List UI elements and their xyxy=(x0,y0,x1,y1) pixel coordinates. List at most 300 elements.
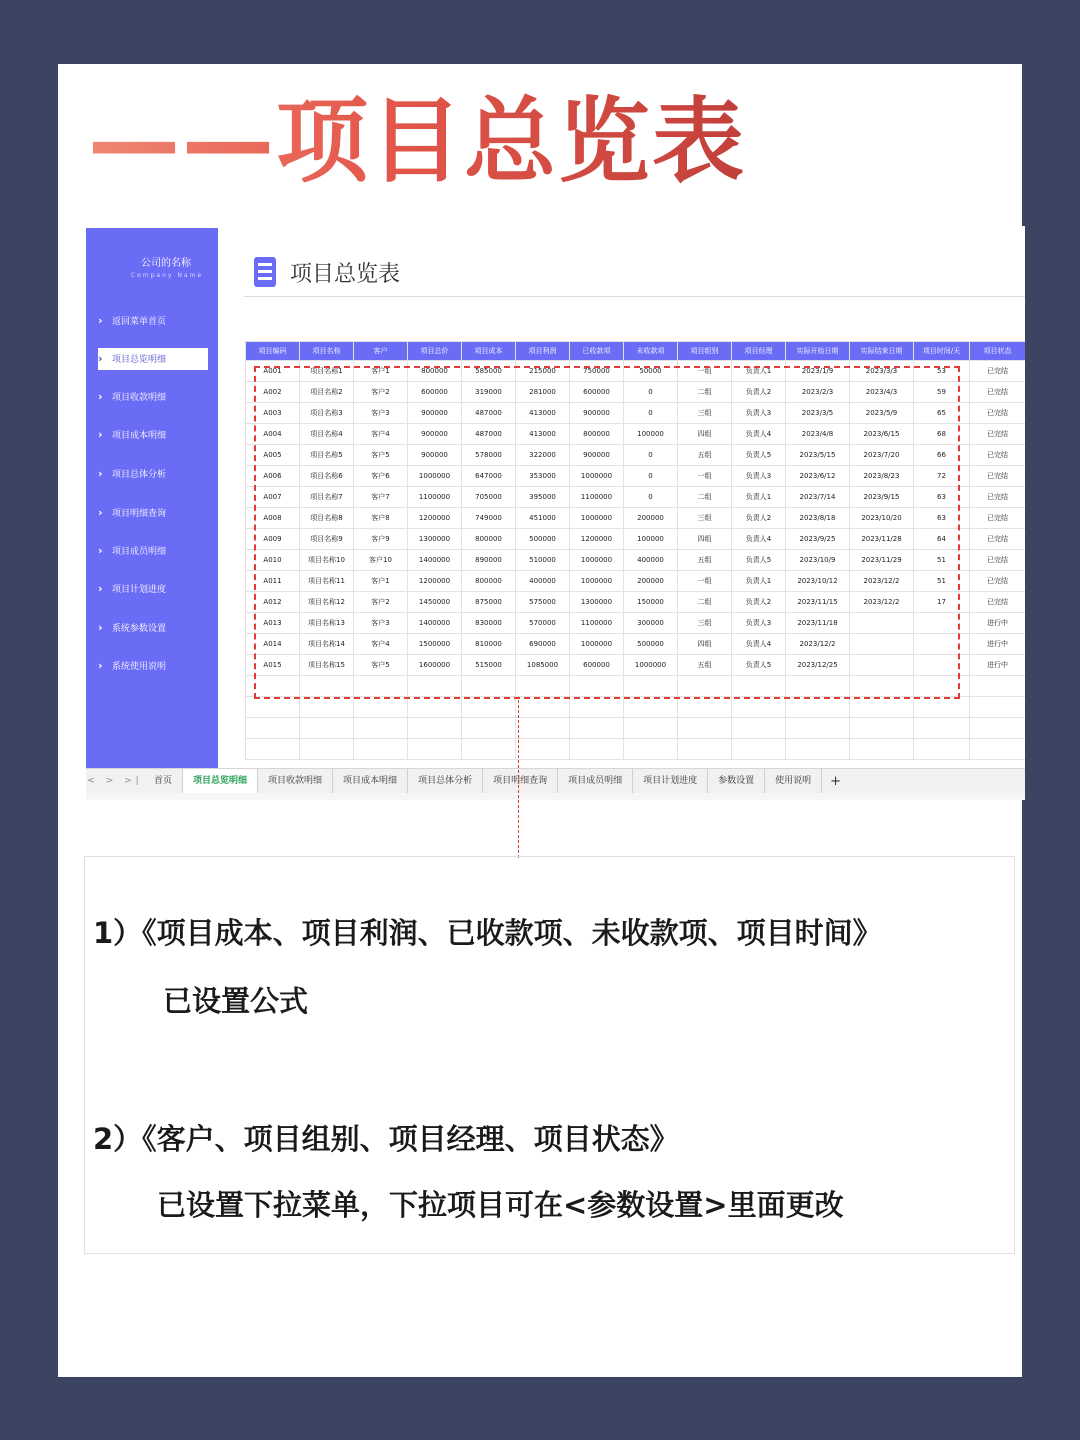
sidebar-item[interactable] xyxy=(98,348,208,370)
table-cell[interactable]: 63 xyxy=(914,508,970,529)
table-cell[interactable]: A003 xyxy=(246,403,300,424)
table-cell[interactable]: 已完结 xyxy=(970,466,1026,487)
empty-cell[interactable] xyxy=(624,739,678,760)
table-cell[interactable]: 690000 xyxy=(516,634,570,655)
table-cell[interactable]: 负责人1 xyxy=(732,571,786,592)
table-cell[interactable]: 51 xyxy=(914,571,970,592)
table-cell[interactable]: 项目名称11 xyxy=(300,571,354,592)
table-cell[interactable]: 四组 xyxy=(678,634,732,655)
empty-cell[interactable] xyxy=(678,676,732,697)
sheet-tab[interactable]: 项目总览明细 xyxy=(183,769,258,793)
table-cell[interactable]: 项目名称14 xyxy=(300,634,354,655)
table-cell[interactable]: 487000 xyxy=(462,403,516,424)
table-cell[interactable]: 281000 xyxy=(516,382,570,403)
empty-cell[interactable] xyxy=(516,676,570,697)
sheet-tab[interactable]: 使用说明 xyxy=(765,769,822,793)
table-cell[interactable]: 2023/8/23 xyxy=(850,466,914,487)
table-cell[interactable]: 2023/6/15 xyxy=(850,424,914,445)
table-cell[interactable]: 72 xyxy=(914,466,970,487)
table-cell[interactable]: 项目名称5 xyxy=(300,445,354,466)
table-cell[interactable]: A015 xyxy=(246,655,300,676)
table-cell[interactable]: 已完结 xyxy=(970,424,1026,445)
table-cell[interactable]: 100000 xyxy=(624,529,678,550)
empty-cell[interactable] xyxy=(914,718,970,739)
table-cell[interactable]: 2023/7/14 xyxy=(786,487,850,508)
sidebar-item[interactable] xyxy=(98,655,208,677)
table-cell[interactable]: 749000 xyxy=(462,508,516,529)
table-cell[interactable]: 66 xyxy=(914,445,970,466)
table-cell[interactable]: 四组 xyxy=(678,529,732,550)
empty-cell[interactable] xyxy=(300,676,354,697)
table-cell[interactable]: 负责人1 xyxy=(732,487,786,508)
table-cell[interactable]: 负责人5 xyxy=(732,550,786,571)
table-cell[interactable]: 1000000 xyxy=(624,655,678,676)
column-header[interactable]: 项目编码 xyxy=(246,342,300,361)
table-cell[interactable]: 已完结 xyxy=(970,445,1026,466)
table-cell[interactable]: 客户3 xyxy=(354,403,408,424)
table-cell[interactable]: 600000 xyxy=(570,655,624,676)
table-cell[interactable]: 负责人2 xyxy=(732,382,786,403)
table-cell[interactable]: 1450000 xyxy=(408,592,462,613)
table-cell[interactable]: 0 xyxy=(624,403,678,424)
table-cell[interactable]: 1400000 xyxy=(408,613,462,634)
table-cell[interactable]: 四组 xyxy=(678,424,732,445)
table-cell[interactable]: 600000 xyxy=(408,382,462,403)
table-cell[interactable]: 客户10 xyxy=(354,550,408,571)
table-cell[interactable]: 319000 xyxy=(462,382,516,403)
table-cell[interactable] xyxy=(850,613,914,634)
empty-cell[interactable] xyxy=(732,739,786,760)
empty-cell[interactable] xyxy=(462,697,516,718)
sheet-tab[interactable]: 项目明细查询 xyxy=(483,769,558,793)
sheet-tab[interactable]: 项目成本明细 xyxy=(333,769,408,793)
table-cell[interactable]: 1100000 xyxy=(570,487,624,508)
table-cell[interactable]: 进行中 xyxy=(970,655,1026,676)
table-cell[interactable]: 2023/11/18 xyxy=(786,613,850,634)
table-cell[interactable]: 客户1 xyxy=(354,571,408,592)
table-cell[interactable]: 150000 xyxy=(624,592,678,613)
empty-cell[interactable] xyxy=(570,676,624,697)
table-cell[interactable]: 1000000 xyxy=(570,571,624,592)
table-cell[interactable]: 一组 xyxy=(678,571,732,592)
table-cell[interactable]: 1085000 xyxy=(516,655,570,676)
table-cell[interactable]: 1400000 xyxy=(408,550,462,571)
table-cell[interactable]: 600000 xyxy=(570,382,624,403)
sidebar-item[interactable] xyxy=(98,463,208,485)
empty-cell[interactable] xyxy=(624,676,678,697)
column-header[interactable]: 未收款项 xyxy=(624,342,678,361)
table-cell[interactable]: 负责人4 xyxy=(732,634,786,655)
table-cell[interactable]: 2023/12/2 xyxy=(850,571,914,592)
column-header[interactable]: 项目总价 xyxy=(408,342,462,361)
table-cell[interactable]: 负责人4 xyxy=(732,529,786,550)
table-cell[interactable]: 一组 xyxy=(678,466,732,487)
table-cell[interactable]: 0 xyxy=(624,445,678,466)
table-cell[interactable]: 800000 xyxy=(408,361,462,382)
table-cell[interactable]: 413000 xyxy=(516,403,570,424)
table-cell[interactable]: 项目名称8 xyxy=(300,508,354,529)
table-cell[interactable]: 三组 xyxy=(678,508,732,529)
empty-cell[interactable] xyxy=(786,697,850,718)
table-cell[interactable]: 三组 xyxy=(678,613,732,634)
table-cell[interactable]: 已完结 xyxy=(970,361,1026,382)
table-cell[interactable]: 900000 xyxy=(570,403,624,424)
table-cell[interactable]: 进行中 xyxy=(970,634,1026,655)
table-cell[interactable]: 575000 xyxy=(516,592,570,613)
empty-cell[interactable] xyxy=(970,718,1026,739)
table-cell[interactable]: 2023/2/3 xyxy=(786,382,850,403)
table-cell[interactable]: 项目名称12 xyxy=(300,592,354,613)
table-cell[interactable]: 705000 xyxy=(462,487,516,508)
empty-cell[interactable] xyxy=(970,676,1026,697)
table-cell[interactable]: 2023/12/2 xyxy=(786,634,850,655)
empty-cell[interactable] xyxy=(914,676,970,697)
table-cell[interactable]: A001 xyxy=(246,361,300,382)
table-cell[interactable]: 515000 xyxy=(462,655,516,676)
table-cell[interactable]: 500000 xyxy=(516,529,570,550)
sidebar-item[interactable] xyxy=(98,617,208,639)
table-cell[interactable] xyxy=(914,655,970,676)
table-cell[interactable]: 647000 xyxy=(462,466,516,487)
table-cell[interactable]: 三组 xyxy=(678,403,732,424)
table-cell[interactable]: 487000 xyxy=(462,424,516,445)
table-cell[interactable]: 2023/8/18 xyxy=(786,508,850,529)
empty-cell[interactable] xyxy=(246,739,300,760)
empty-cell[interactable] xyxy=(246,718,300,739)
table-cell[interactable]: A004 xyxy=(246,424,300,445)
table-cell[interactable]: 451000 xyxy=(516,508,570,529)
table-cell[interactable]: 400000 xyxy=(516,571,570,592)
table-cell[interactable]: 项目名称13 xyxy=(300,613,354,634)
empty-cell[interactable] xyxy=(850,697,914,718)
empty-cell[interactable] xyxy=(914,697,970,718)
empty-cell[interactable] xyxy=(786,739,850,760)
table-cell[interactable]: A014 xyxy=(246,634,300,655)
column-header[interactable]: 项目经理 xyxy=(732,342,786,361)
table-cell[interactable]: 500000 xyxy=(624,634,678,655)
table-cell[interactable]: 50000 xyxy=(624,361,678,382)
table-cell[interactable]: 200000 xyxy=(624,508,678,529)
empty-cell[interactable] xyxy=(970,697,1026,718)
empty-cell[interactable] xyxy=(462,739,516,760)
table-cell[interactable]: A010 xyxy=(246,550,300,571)
table-cell[interactable]: 750000 xyxy=(570,361,624,382)
table-cell[interactable]: 1200000 xyxy=(570,529,624,550)
empty-cell[interactable] xyxy=(300,697,354,718)
table-cell[interactable]: 1300000 xyxy=(570,592,624,613)
table-cell[interactable]: 900000 xyxy=(570,445,624,466)
table-cell[interactable]: 1000000 xyxy=(570,466,624,487)
table-cell[interactable]: 2023/4/3 xyxy=(850,382,914,403)
table-cell[interactable]: 已完结 xyxy=(970,508,1026,529)
table-cell[interactable]: 2023/10/20 xyxy=(850,508,914,529)
table-cell[interactable]: 五组 xyxy=(678,655,732,676)
table-cell[interactable]: 客户3 xyxy=(354,613,408,634)
table-cell[interactable]: 875000 xyxy=(462,592,516,613)
table-cell[interactable]: 0 xyxy=(624,487,678,508)
table-cell[interactable]: 17 xyxy=(914,592,970,613)
table-cell[interactable]: 客户9 xyxy=(354,529,408,550)
table-cell[interactable]: 已完结 xyxy=(970,382,1026,403)
column-header[interactable]: 实际开始日期 xyxy=(786,342,850,361)
table-cell[interactable]: 413000 xyxy=(516,424,570,445)
table-cell[interactable]: 322000 xyxy=(516,445,570,466)
sheet-tab[interactable]: 首页 xyxy=(144,769,183,793)
sheet-tab[interactable]: 项目成员明细 xyxy=(558,769,633,793)
table-cell[interactable]: 客户8 xyxy=(354,508,408,529)
column-header[interactable]: 客户 xyxy=(354,342,408,361)
table-cell[interactable]: 1500000 xyxy=(408,634,462,655)
empty-cell[interactable] xyxy=(246,697,300,718)
column-header[interactable]: 项目成本 xyxy=(462,342,516,361)
table-cell[interactable]: A002 xyxy=(246,382,300,403)
table-cell[interactable]: 64 xyxy=(914,529,970,550)
table-cell[interactable]: 585000 xyxy=(462,361,516,382)
table-cell[interactable] xyxy=(850,655,914,676)
empty-cell[interactable] xyxy=(300,718,354,739)
table-cell[interactable]: 二组 xyxy=(678,382,732,403)
table-cell[interactable]: 830000 xyxy=(462,613,516,634)
table-cell[interactable]: 578000 xyxy=(462,445,516,466)
table-cell[interactable]: 进行中 xyxy=(970,613,1026,634)
table-cell[interactable]: 项目名称2 xyxy=(300,382,354,403)
sheet-tab[interactable]: 项目收款明细 xyxy=(258,769,333,793)
table-cell[interactable]: 项目名称7 xyxy=(300,487,354,508)
table-cell[interactable]: 1000000 xyxy=(408,466,462,487)
column-header[interactable]: 项目状态 xyxy=(970,342,1026,361)
table-cell[interactable]: 200000 xyxy=(624,571,678,592)
table-cell[interactable]: 2023/7/20 xyxy=(850,445,914,466)
table-cell[interactable]: A012 xyxy=(246,592,300,613)
table-cell[interactable]: A007 xyxy=(246,487,300,508)
empty-cell[interactable] xyxy=(354,676,408,697)
table-cell[interactable]: 1100000 xyxy=(570,613,624,634)
table-cell[interactable]: 1000000 xyxy=(570,550,624,571)
table-cell[interactable]: 已完结 xyxy=(970,550,1026,571)
table-cell[interactable]: 100000 xyxy=(624,424,678,445)
sidebar-item[interactable] xyxy=(98,502,208,524)
empty-cell[interactable] xyxy=(850,739,914,760)
sidebar-item[interactable] xyxy=(98,310,208,332)
table-cell[interactable]: 570000 xyxy=(516,613,570,634)
empty-cell[interactable] xyxy=(408,676,462,697)
table-cell[interactable]: 2023/10/12 xyxy=(786,571,850,592)
table-cell[interactable]: 客户1 xyxy=(354,361,408,382)
empty-cell[interactable] xyxy=(516,697,570,718)
table-cell[interactable]: 0 xyxy=(624,466,678,487)
column-header[interactable]: 项目利润 xyxy=(516,342,570,361)
table-cell[interactable]: 51 xyxy=(914,550,970,571)
empty-cell[interactable] xyxy=(408,739,462,760)
table-cell[interactable]: 已完结 xyxy=(970,487,1026,508)
table-cell[interactable]: 客户6 xyxy=(354,466,408,487)
empty-cell[interactable] xyxy=(354,697,408,718)
empty-cell[interactable] xyxy=(786,676,850,697)
table-cell[interactable]: 负责人2 xyxy=(732,592,786,613)
empty-cell[interactable] xyxy=(678,697,732,718)
table-cell[interactable]: 2023/11/29 xyxy=(850,550,914,571)
table-cell[interactable]: 项目名称1 xyxy=(300,361,354,382)
table-cell[interactable]: 客户2 xyxy=(354,592,408,613)
table-cell[interactable]: 900000 xyxy=(408,424,462,445)
table-cell[interactable]: 900000 xyxy=(408,403,462,424)
empty-cell[interactable] xyxy=(732,676,786,697)
empty-cell[interactable] xyxy=(516,718,570,739)
empty-cell[interactable] xyxy=(732,697,786,718)
table-cell[interactable]: 负责人5 xyxy=(732,655,786,676)
table-cell[interactable]: 2023/5/9 xyxy=(850,403,914,424)
table-cell[interactable]: 2023/11/15 xyxy=(786,592,850,613)
empty-cell[interactable] xyxy=(462,676,516,697)
table-cell[interactable]: 项目名称6 xyxy=(300,466,354,487)
table-cell[interactable]: 已完结 xyxy=(970,529,1026,550)
table-cell[interactable]: A005 xyxy=(246,445,300,466)
table-cell[interactable]: 1300000 xyxy=(408,529,462,550)
table-cell[interactable]: 客户7 xyxy=(354,487,408,508)
table-cell[interactable]: 五组 xyxy=(678,550,732,571)
sidebar-item[interactable] xyxy=(98,424,208,446)
table-cell[interactable]: 负责人4 xyxy=(732,424,786,445)
sheet-tab[interactable]: 项目计划进度 xyxy=(633,769,708,793)
empty-cell[interactable] xyxy=(678,718,732,739)
table-cell[interactable]: 2023/10/9 xyxy=(786,550,850,571)
table-cell[interactable]: 2023/3/5 xyxy=(786,403,850,424)
sheet-tab[interactable]: 项目总体分析 xyxy=(408,769,483,793)
table-cell[interactable]: 890000 xyxy=(462,550,516,571)
table-cell[interactable]: 800000 xyxy=(462,529,516,550)
table-cell[interactable]: 53 xyxy=(914,361,970,382)
table-cell[interactable]: 二组 xyxy=(678,487,732,508)
table-cell[interactable]: 客户2 xyxy=(354,382,408,403)
table-cell[interactable]: 项目名称10 xyxy=(300,550,354,571)
empty-cell[interactable] xyxy=(354,718,408,739)
table-cell[interactable]: 五组 xyxy=(678,445,732,466)
table-cell[interactable]: 负责人2 xyxy=(732,508,786,529)
empty-cell[interactable] xyxy=(516,739,570,760)
table-cell[interactable]: A008 xyxy=(246,508,300,529)
table-cell[interactable] xyxy=(914,613,970,634)
empty-cell[interactable] xyxy=(570,697,624,718)
table-cell[interactable]: 65 xyxy=(914,403,970,424)
table-cell[interactable]: 负责人3 xyxy=(732,466,786,487)
empty-cell[interactable] xyxy=(914,739,970,760)
table-cell[interactable]: 2023/12/2 xyxy=(850,592,914,613)
table-cell[interactable]: 一组 xyxy=(678,361,732,382)
table-cell[interactable]: 63 xyxy=(914,487,970,508)
empty-cell[interactable] xyxy=(624,697,678,718)
table-cell[interactable]: A009 xyxy=(246,529,300,550)
sheet-tab[interactable]: 参数设置 xyxy=(708,769,765,793)
table-cell[interactable]: 395000 xyxy=(516,487,570,508)
table-cell[interactable]: 项目名称3 xyxy=(300,403,354,424)
empty-cell[interactable] xyxy=(850,718,914,739)
table-cell[interactable]: 0 xyxy=(624,382,678,403)
table-cell[interactable]: 1600000 xyxy=(408,655,462,676)
table-cell[interactable]: 800000 xyxy=(570,424,624,445)
table-cell[interactable]: 客户5 xyxy=(354,445,408,466)
table-cell[interactable]: 负责人1 xyxy=(732,361,786,382)
table-cell[interactable]: 负责人3 xyxy=(732,613,786,634)
table-cell[interactable]: 215000 xyxy=(516,361,570,382)
sidebar-item[interactable] xyxy=(98,578,208,600)
empty-cell[interactable] xyxy=(732,718,786,739)
table-cell[interactable]: 二组 xyxy=(678,592,732,613)
table-cell[interactable] xyxy=(914,634,970,655)
table-cell[interactable]: 300000 xyxy=(624,613,678,634)
empty-cell[interactable] xyxy=(570,718,624,739)
table-cell[interactable]: 400000 xyxy=(624,550,678,571)
table-cell[interactable]: A011 xyxy=(246,571,300,592)
table-cell[interactable]: 已完结 xyxy=(970,403,1026,424)
table-cell[interactable]: 510000 xyxy=(516,550,570,571)
column-header[interactable]: 项目组别 xyxy=(678,342,732,361)
table-cell[interactable]: 2023/3/3 xyxy=(850,361,914,382)
table-cell[interactable]: A013 xyxy=(246,613,300,634)
table-cell[interactable]: 2023/4/8 xyxy=(786,424,850,445)
table-cell[interactable] xyxy=(850,634,914,655)
table-cell[interactable]: 900000 xyxy=(408,445,462,466)
sidebar-item[interactable] xyxy=(98,540,208,562)
table-cell[interactable]: 810000 xyxy=(462,634,516,655)
table-cell[interactable]: 项目名称9 xyxy=(300,529,354,550)
empty-cell[interactable] xyxy=(570,739,624,760)
table-cell[interactable]: 1100000 xyxy=(408,487,462,508)
table-cell[interactable]: 2023/5/15 xyxy=(786,445,850,466)
table-cell[interactable]: 2023/1/9 xyxy=(786,361,850,382)
empty-cell[interactable] xyxy=(408,697,462,718)
column-header[interactable]: 已收款项 xyxy=(570,342,624,361)
empty-cell[interactable] xyxy=(408,718,462,739)
table-cell[interactable]: 800000 xyxy=(462,571,516,592)
table-cell[interactable]: 2023/12/25 xyxy=(786,655,850,676)
column-header[interactable]: 项目时间/天 xyxy=(914,342,970,361)
column-header[interactable]: 实际结束日期 xyxy=(850,342,914,361)
empty-cell[interactable] xyxy=(970,739,1026,760)
table-cell[interactable]: 2023/9/25 xyxy=(786,529,850,550)
table-cell[interactable]: 1200000 xyxy=(408,508,462,529)
table-cell[interactable]: 353000 xyxy=(516,466,570,487)
table-cell[interactable]: 2023/6/12 xyxy=(786,466,850,487)
table-cell[interactable]: 客户5 xyxy=(354,655,408,676)
sheet-nav-arrows[interactable]: < > >| xyxy=(87,776,143,786)
table-cell[interactable]: 项目名称15 xyxy=(300,655,354,676)
table-cell[interactable]: 2023/9/15 xyxy=(850,487,914,508)
table-cell[interactable]: 1000000 xyxy=(570,634,624,655)
empty-cell[interactable] xyxy=(678,739,732,760)
table-cell[interactable]: 1000000 xyxy=(570,508,624,529)
table-cell[interactable]: 68 xyxy=(914,424,970,445)
empty-cell[interactable] xyxy=(462,718,516,739)
empty-cell[interactable] xyxy=(300,739,354,760)
table-cell[interactable]: 已完结 xyxy=(970,592,1026,613)
table-cell[interactable]: 1200000 xyxy=(408,571,462,592)
table-cell[interactable]: 项目名称4 xyxy=(300,424,354,445)
sidebar-item[interactable] xyxy=(98,386,208,408)
table-cell[interactable]: 2023/11/28 xyxy=(850,529,914,550)
table-cell[interactable]: A006 xyxy=(246,466,300,487)
table-cell[interactable]: 负责人3 xyxy=(732,403,786,424)
empty-cell[interactable] xyxy=(624,718,678,739)
empty-cell[interactable] xyxy=(246,676,300,697)
table-cell[interactable]: 已完结 xyxy=(970,571,1026,592)
empty-cell[interactable] xyxy=(354,739,408,760)
table-cell[interactable]: 负责人5 xyxy=(732,445,786,466)
column-header[interactable]: 项目名称 xyxy=(300,342,354,361)
empty-cell[interactable] xyxy=(850,676,914,697)
empty-cell[interactable] xyxy=(786,718,850,739)
add-sheet-button[interactable]: + xyxy=(830,773,842,789)
table-cell[interactable]: 59 xyxy=(914,382,970,403)
